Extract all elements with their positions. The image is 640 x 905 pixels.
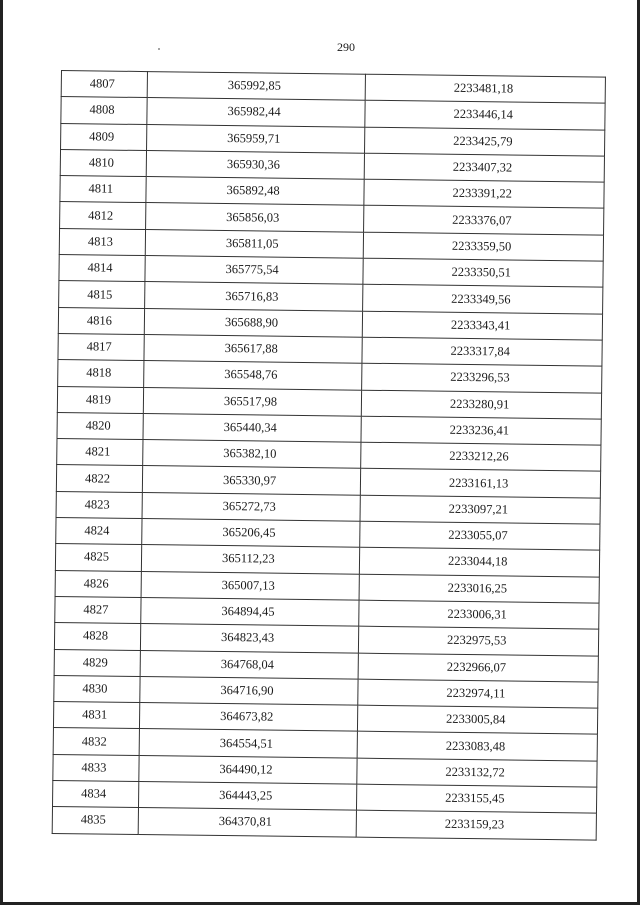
- x-coordinate-cell: 365517,98: [143, 387, 361, 416]
- x-coordinate-cell: 365206,45: [142, 519, 360, 548]
- y-coordinate-cell: 2233044,18: [359, 548, 599, 577]
- point-number-cell: 4819: [57, 386, 143, 413]
- y-coordinate-cell: 2233159,23: [356, 810, 596, 839]
- y-coordinate-cell: 2233296,53: [362, 363, 602, 392]
- y-coordinate-cell: 2233391,22: [364, 179, 604, 208]
- point-number-cell: 4832: [53, 728, 139, 755]
- y-coordinate-cell: 2233343,41: [362, 311, 602, 340]
- x-coordinate-cell: 364443,25: [138, 782, 356, 811]
- y-coordinate-cell: 2233350,51: [363, 258, 603, 287]
- y-coordinate-cell: 2233016,25: [359, 574, 599, 603]
- point-number-cell: 4824: [56, 518, 142, 545]
- y-coordinate-cell: 2233376,07: [364, 206, 604, 235]
- x-coordinate-cell: 364370,81: [138, 808, 356, 837]
- point-number-cell: 4826: [55, 570, 141, 597]
- point-number-cell: 4833: [53, 754, 139, 781]
- point-number-cell: 4828: [54, 623, 140, 650]
- x-coordinate-cell: 365775,54: [145, 256, 363, 285]
- x-coordinate-cell: 365617,88: [144, 335, 362, 364]
- y-coordinate-cell: 2232975,53: [358, 626, 598, 655]
- y-coordinate-cell: 2233349,56: [363, 285, 603, 314]
- x-coordinate-cell: 365548,76: [144, 361, 362, 390]
- x-coordinate-cell: 365382,10: [143, 440, 361, 469]
- x-coordinate-cell: 364554,51: [139, 729, 357, 758]
- point-number-cell: 4823: [56, 491, 142, 518]
- y-coordinate-cell: 2233446,14: [365, 101, 605, 130]
- y-coordinate-cell: 2232966,07: [358, 653, 598, 682]
- y-coordinate-cell: 2233481,18: [365, 74, 605, 103]
- point-number-cell: 4817: [58, 333, 144, 360]
- point-number-cell: 4831: [53, 702, 139, 729]
- table-row: [52, 807, 596, 840]
- y-coordinate-cell: 2233212,26: [361, 442, 601, 471]
- x-coordinate-cell: 365930,36: [146, 150, 364, 179]
- point-number-cell: 4807: [61, 71, 147, 98]
- x-coordinate-cell: 365112,23: [141, 545, 359, 574]
- x-coordinate-cell: 365811,05: [145, 229, 363, 258]
- y-coordinate-cell: 2233280,91: [361, 390, 601, 419]
- y-coordinate-cell: 2233155,45: [356, 784, 596, 813]
- y-coordinate-cell: 2232974,11: [358, 679, 598, 708]
- point-number-cell: 4816: [58, 307, 144, 334]
- point-number-cell: 4820: [57, 412, 143, 439]
- y-coordinate-cell: 2233083,48: [357, 732, 597, 761]
- x-coordinate-cell: 364768,04: [140, 650, 358, 679]
- point-number-cell: 4814: [59, 255, 145, 282]
- point-number-cell: 4835: [52, 807, 138, 834]
- point-number-cell: 4810: [60, 149, 146, 176]
- y-coordinate-cell: 2233317,84: [362, 337, 602, 366]
- y-coordinate-cell: 2233359,50: [363, 232, 603, 261]
- point-number-cell: 4825: [55, 544, 141, 571]
- point-number-cell: 4815: [59, 281, 145, 308]
- x-coordinate-cell: 365856,03: [146, 203, 364, 232]
- x-coordinate-cell: 365982,44: [147, 98, 365, 127]
- x-coordinate-cell: 365892,48: [146, 177, 364, 206]
- x-coordinate-cell: 364894,45: [141, 597, 359, 626]
- page-number: 290: [337, 40, 355, 54]
- y-coordinate-cell: 2233006,31: [359, 600, 599, 629]
- point-number-cell: 4812: [60, 202, 146, 229]
- y-coordinate-cell: 2233132,72: [357, 758, 597, 787]
- x-coordinate-cell: 365007,13: [141, 571, 359, 600]
- point-number-cell: 4809: [61, 123, 147, 150]
- x-coordinate-cell: 365959,71: [147, 124, 365, 153]
- x-coordinate-cell: 365330,97: [142, 466, 360, 495]
- point-number-cell: 4808: [61, 97, 147, 124]
- y-coordinate-cell: 2233055,07: [360, 521, 600, 550]
- scan-left-border: [0, 0, 3, 905]
- coordinates-table: [52, 70, 606, 840]
- y-coordinate-cell: 2233161,13: [360, 469, 600, 498]
- x-coordinate-cell: 365716,83: [145, 282, 363, 311]
- coordinates-table-body: [52, 71, 605, 840]
- x-coordinate-cell: 365992,85: [147, 72, 365, 101]
- point-number-cell: 4822: [56, 465, 142, 492]
- y-coordinate-cell: 2233005,84: [357, 705, 597, 734]
- point-number-cell: 4830: [54, 675, 140, 702]
- y-coordinate-cell: 2233407,32: [364, 153, 604, 182]
- x-coordinate-cell: 364716,90: [140, 676, 358, 705]
- point-number-cell: 4818: [58, 360, 144, 387]
- x-coordinate-cell: 365440,34: [143, 413, 361, 442]
- x-coordinate-cell: 365688,90: [144, 308, 362, 337]
- point-number-cell: 4813: [59, 228, 145, 255]
- x-coordinate-cell: 364673,82: [139, 703, 357, 732]
- x-coordinate-cell: 365272,73: [142, 492, 360, 521]
- point-number-cell: 4811: [60, 176, 146, 203]
- y-coordinate-cell: 2233425,79: [365, 127, 605, 156]
- y-coordinate-cell: 2233236,41: [361, 416, 601, 445]
- y-coordinate-cell: 2233097,21: [360, 495, 600, 524]
- point-number-cell: 4821: [57, 439, 143, 466]
- point-number-cell: 4829: [54, 649, 140, 676]
- x-coordinate-cell: 364490,12: [139, 755, 357, 784]
- point-number-cell: 4827: [55, 596, 141, 623]
- x-coordinate-cell: 364823,43: [140, 624, 358, 653]
- point-number-cell: 4834: [52, 780, 138, 807]
